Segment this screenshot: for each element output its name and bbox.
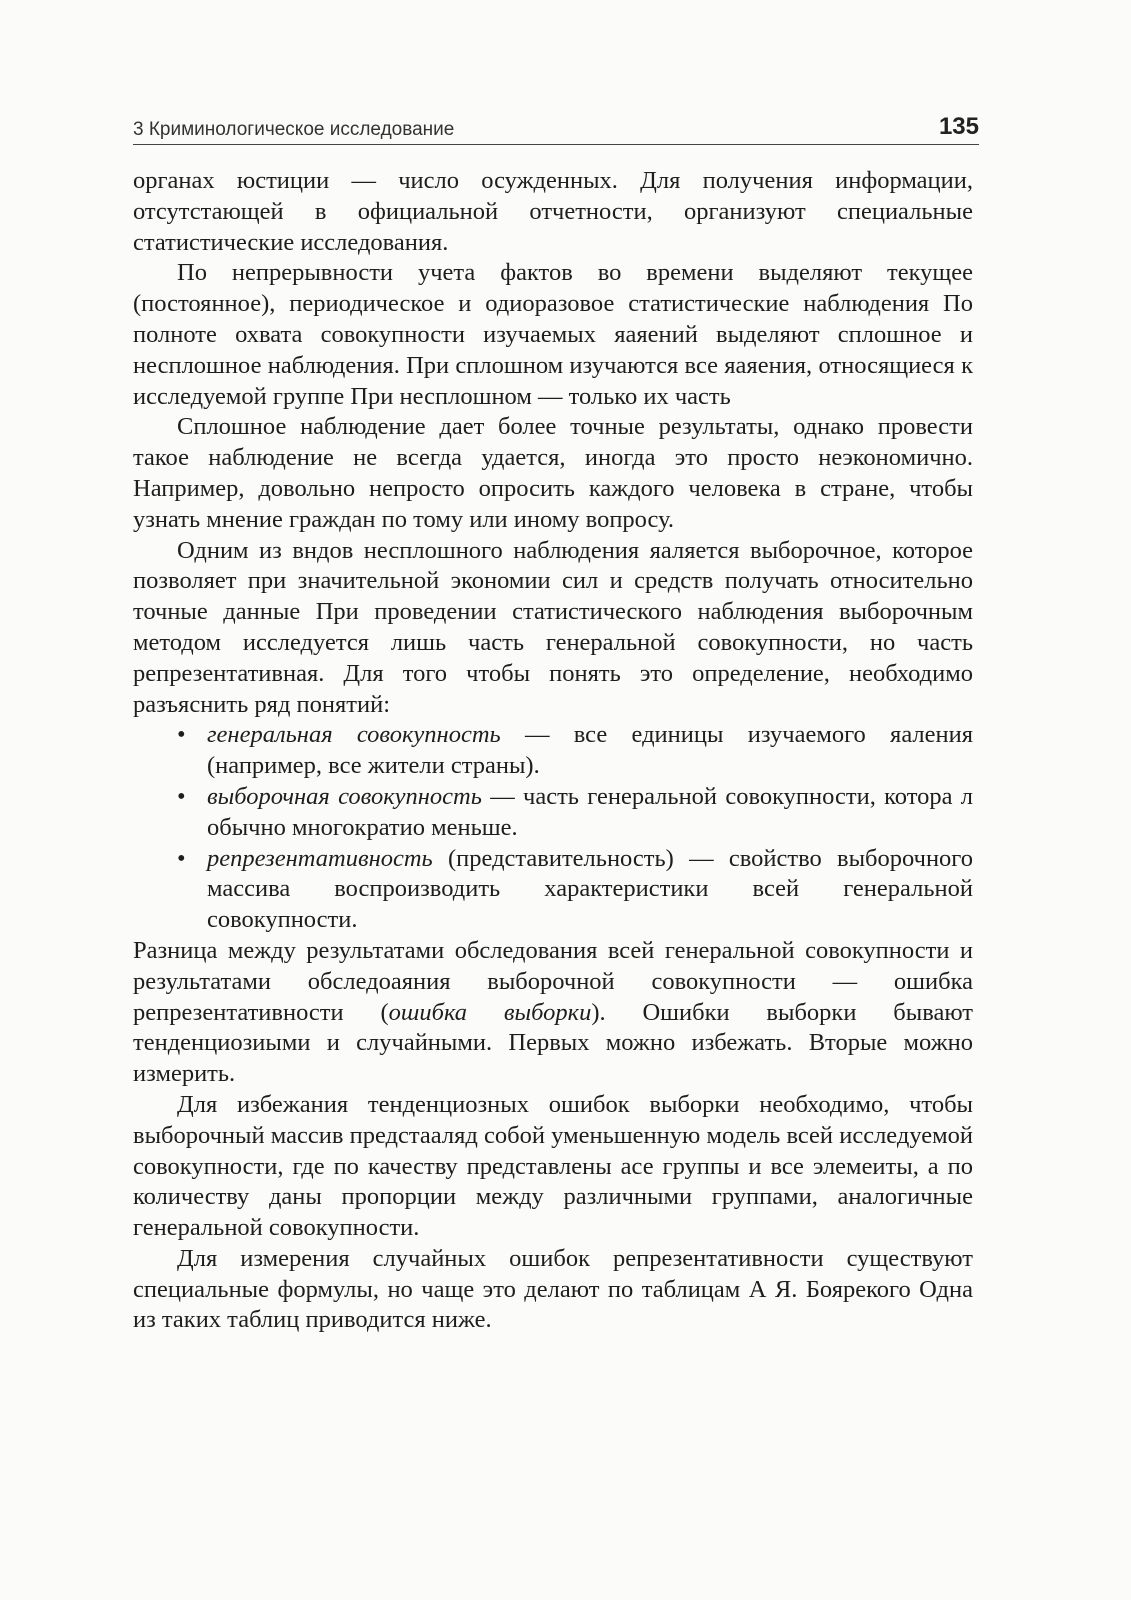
paragraph-3: Сплошное наблюдение дает более точные результаты, однако провести такое наблюдение не всегда удается, иногда это просто неэкономично. Например, довольно непросто опросить каждого человека в стране, чтобы узнать мнение граждан по тому или иному вопросу.: [133, 413, 973, 533]
term-definition: — все единицы изучаемого яаления (например, все жители страны).: [207, 721, 974, 780]
body-text: [133, 166, 973, 1336]
running-title: 3 Криминологическое исследование: [133, 119, 455, 140]
paragraph-1: органах юстиции — число осужденных. Для получения информации, отсутстающей в официальной отчетности, организуют специальные статистические исследования.: [133, 167, 973, 256]
term-list: [133, 720, 973, 936]
page-number: 135: [938, 113, 979, 140]
paragraph-7: Для измерения случайных ошибок репрезентативности существуют специальные формулы, но чаще это делают по таблицам А Я. Боярекого Одна из таких таблиц приводится ниже.: [133, 1244, 973, 1334]
paragraph-6: Для избежания тенденциозных ошибок выборки необходимо, чтобы выборочный массив предстааляд собой уменьшенную модель всей исследуемой совокупности, где по качеству представлены асе группы и все элемеиты, а по количеству даны пропорции между различными группами, аналогичные генеральной совокупности.: [133, 1090, 973, 1242]
bullet-icon: •: [177, 782, 186, 810]
paragraph-5-before: Разница между результатами обследования всей генеральной совокупности и результатами обследоаяния выборочной совокупности — ошибка репрезентативности (: [133, 936, 973, 1026]
list-item: [177, 720, 974, 782]
page-header: [133, 113, 979, 145]
paragraph-5-after: ). Ошибки выборки бывают тенденциозиыми и случайными. Первых можно избежать. Вторые можно измерить.: [133, 998, 974, 1088]
paragraph-5: [133, 936, 973, 1090]
term-definition: (представительность) — свойство выборочного массива воспроизводить характеристики всей генеральной совокупности.: [207, 844, 973, 934]
bullet-icon: •: [177, 844, 186, 872]
term-representativeness: репрезентативность: [207, 844, 433, 872]
bullet-icon: •: [177, 721, 186, 749]
term-sampling-error: ошибка выборки: [388, 998, 592, 1026]
term-sample-population: выборочная совокупность: [207, 782, 482, 810]
paragraph-2: По непрерывности учета фактов во времени выделяют текущее (постоянное), периодическое и одиоразовое статистические наблюдения По полноте охвата совокупности изучаемых яаяений выделяют сплошное и несплошное наблюдения. При сплошном изучаются все яаяения, относящиеся к исследуемой группе При несплошном — только их часть: [133, 259, 973, 410]
term-definition: — часть генеральной совокупности, котора л обычно многократио меньше.: [207, 782, 973, 841]
paragraph-4: Одним из вндов несплошного наблюдения яаляется выборочное, которое позволяет при значительной экономии сил и средств получать относительно точные данные При проведении статистического наблюдения выборочным методом исследуется лишь часть генеральной совокупности, но часть репрезентативная. Для того чтобы понять это определение, необходимо разъяснить ряд понятий:: [133, 536, 973, 718]
list-item: [177, 844, 973, 936]
list-item: [177, 782, 973, 844]
term-general-population: генеральная совокупность: [207, 721, 501, 749]
